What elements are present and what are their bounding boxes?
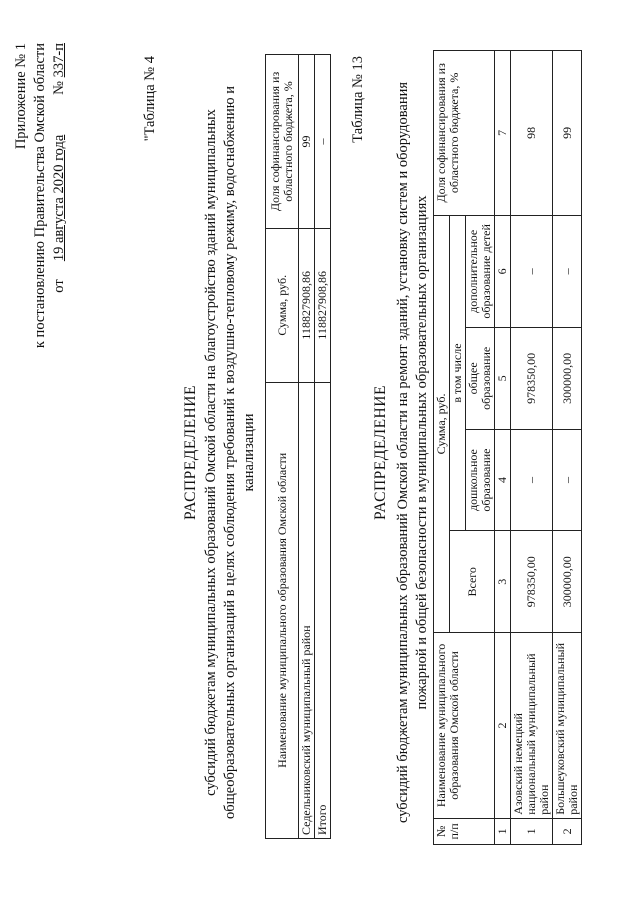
table13-cell-preschool: – xyxy=(553,429,582,531)
approval-number: 337-п xyxy=(51,43,67,78)
table13 xyxy=(433,50,582,845)
table4-cell-name: Седельниковский муниципальный район xyxy=(299,382,315,838)
table13-header-including: в том числе xyxy=(450,215,466,531)
col-number: 1 xyxy=(495,818,511,844)
col-number: 6 xyxy=(495,215,511,327)
table13-label: Таблица № 13 xyxy=(350,56,366,143)
table13-cell-num: 2 xyxy=(553,818,582,844)
approval-from-label: от xyxy=(51,279,67,293)
table13-cell-general: 978350,00 xyxy=(511,327,553,429)
table13-header-num: № п/п xyxy=(434,818,495,844)
table13-cell-additional: – xyxy=(553,215,582,327)
table-row xyxy=(511,51,553,845)
table13-header-additional: дополнительное образование детей xyxy=(466,215,495,327)
table13-col-number-row xyxy=(495,51,511,845)
table4-header-name: Наименование муниципального образования Омской области xyxy=(266,382,299,838)
table13-header-share: Доля софинансирования из областного бюджета, % xyxy=(434,51,495,216)
table13-subtitle: субсидий бюджетам муниципальных образований Омской области на ремонт зданий, установку систем и оборудования пожарной и общей безопасности в муниципальных образовательных организациях xyxy=(395,81,430,824)
approval-resolution: к постановлению Правительства Омской области xyxy=(32,43,48,349)
table13-header-total: Всего xyxy=(450,531,495,633)
table4 xyxy=(265,54,331,839)
table-row xyxy=(299,55,315,839)
table4-subtitle: субсидий бюджетам муниципальных образований Омской области на благоустройство зданий муниципальных общеобразовательных организаций в целях соблюдения требований к воздушно-тепловому режиму, водоснабжению и канализации xyxy=(203,86,257,820)
table13-header-general: общее образование xyxy=(466,327,495,429)
table13-cell-num: 1 xyxy=(511,818,553,844)
table4-header-sum: Сумма, руб. xyxy=(266,228,299,382)
table4-cell-name: Итого xyxy=(315,382,331,838)
table13-cell-name: Большеуковский муниципальный район xyxy=(553,633,582,819)
table13-cell-total: 978350,00 xyxy=(511,531,553,633)
col-number: 5 xyxy=(495,327,511,429)
table-row xyxy=(553,51,582,845)
table13-heading: РАСПРЕДЕЛЕНИЕ xyxy=(372,385,389,520)
table13-cell-general: 300000,00 xyxy=(553,327,582,429)
table4-cell-sum: 118827908,86 xyxy=(299,228,315,382)
table13-cell-share: 99 xyxy=(553,51,582,216)
approval-number-label: № xyxy=(51,80,67,95)
table13-cell-additional: – xyxy=(511,215,553,327)
table13-header-sum: Сумма, руб. xyxy=(434,215,450,632)
approval-title: Приложение № 1 xyxy=(13,43,29,150)
table13-cell-preschool: – xyxy=(511,429,553,531)
table4-header-row xyxy=(266,55,299,839)
table13-cell-name: Азовский немецкий национальный муниципальный район xyxy=(511,633,553,819)
col-number: 3 xyxy=(495,531,511,633)
table4-heading: РАСПРЕДЕЛЕНИЕ xyxy=(182,385,199,520)
col-number: 7 xyxy=(495,51,511,216)
table4-cell-sum: 118827908,86 xyxy=(315,228,331,382)
table-row xyxy=(315,55,331,839)
approval-block xyxy=(12,43,69,393)
approval-date-line xyxy=(50,43,69,393)
table4-header-share: Доля софинансирования из областного бюджета, % xyxy=(266,55,299,229)
table4-cell-share: – xyxy=(315,55,331,229)
table13-cell-total: 300000,00 xyxy=(553,531,582,633)
col-number: 4 xyxy=(495,429,511,531)
approval-date: 19 августа 2020 года xyxy=(51,134,67,262)
table4-cell-share: 99 xyxy=(299,55,315,229)
table13-header-name: Наименование муниципального образования Омской области xyxy=(434,633,495,819)
table4-label: "Таблица № 4 xyxy=(142,56,158,142)
table13-cell-share: 98 xyxy=(511,51,553,216)
table13-header-preschool: дошкольное образование xyxy=(466,429,495,531)
col-number: 2 xyxy=(495,633,511,819)
table13-header-row-1 xyxy=(434,51,450,845)
